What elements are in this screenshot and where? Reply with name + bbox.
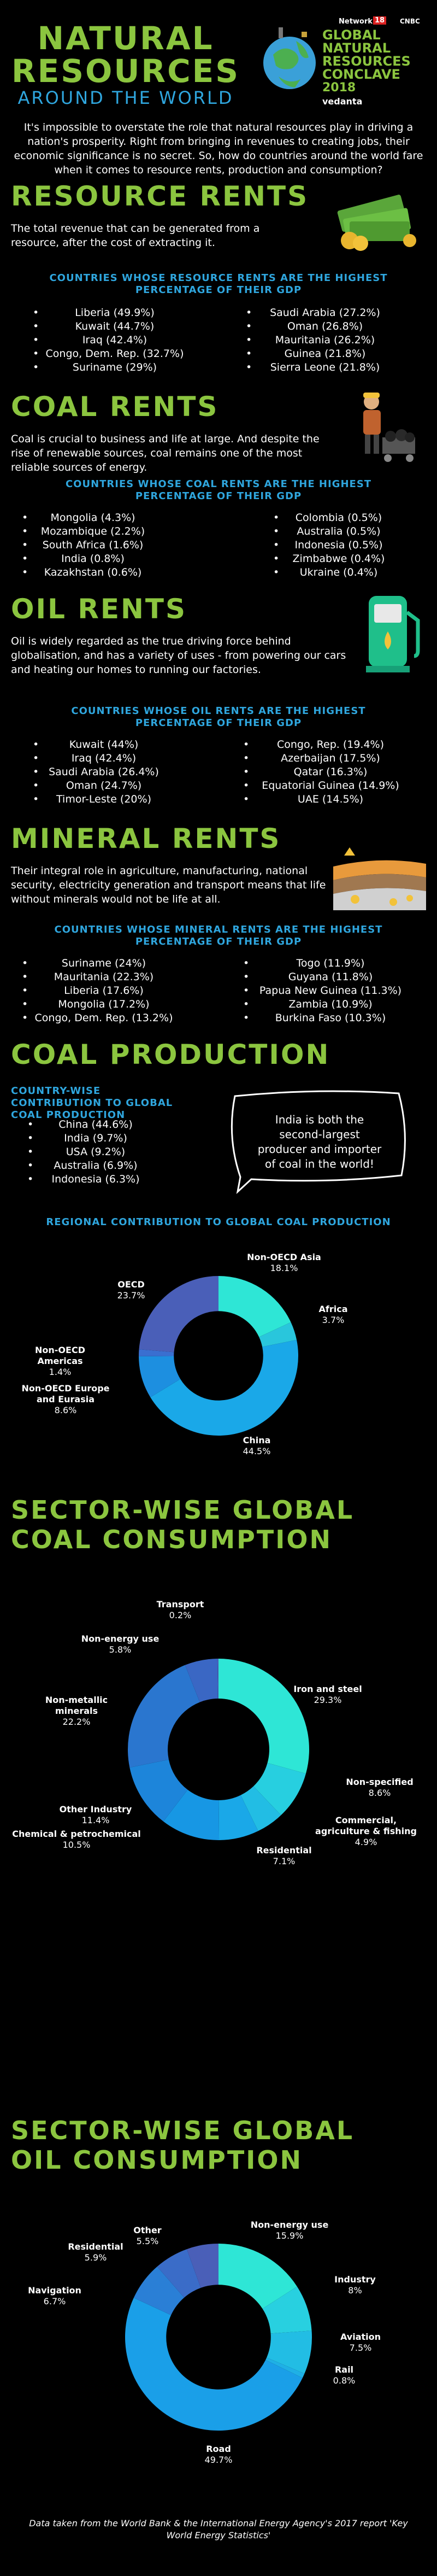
logo-line2: NATURAL [322,40,391,56]
list-item: • Guinea (21.8%) [246,347,404,361]
label-oil-industry: Industry 8% [334,2274,376,2296]
resource-rents-title: RESOURCE RENTS [11,180,309,212]
callout-text: India is both the second-largest producer and importer of coal in the world! [257,1113,382,1170]
intro-text: It's impossible to overstate the role that natural resources play in driving a nation's prosperity. Right from bringing in revenues to creating jobs, their economic significance is no secret. So, how do countries around the world fare when it comes to resource rents, production and consumption? [14,121,423,176]
list-item: • Indonesia (6.3%) [27,1173,164,1186]
list-item: • Congo, Dem. Rep. (13.2%) [22,1011,186,1025]
list-item: • Azerbaijan (17.5%) [243,752,418,765]
oil-rents-subhead: COUNTRIES WHOSE OIL RENTS ARE THE HIGHEST PERCENTAGE OF THEIR GDP [71,705,366,729]
fuel-pump-icon [366,590,426,678]
coal-production-subhead: COUNTRY-WISE CONTRIBUTION TO GLOBAL COAL PRODUCTION [11,1085,173,1121]
list-item: • Iraq (42.4%) [33,752,175,765]
donut-slice-iron-and-steel [218,1659,309,1773]
label-other-industry: Other Industry 11.4% [59,1804,132,1825]
oil-consumption-donut-chart [123,2241,314,2433]
title-line1: NATURAL [37,20,214,57]
list-item: • Togo (11.9%) [243,957,418,970]
title-line2: RESOURCES [11,52,240,90]
list-item: • India (0.8%) [22,552,164,566]
mineral-rents-right-list [243,957,418,1025]
network-label: Network [339,17,373,26]
list-item: • India (9.7%) [27,1132,164,1145]
coal-production-title: COAL PRODUCTION [11,1039,330,1070]
label-africa: Africa 3.7% [318,1304,348,1325]
label-oil-aviation: Aviation 7.5% [340,2332,381,2353]
list-item: • Colombia (0.5%) [273,511,404,525]
coal-rents-left-list [22,511,164,579]
list-item: • Congo, Rep. (19.4%) [243,738,418,752]
list-item: • Liberia (49.9%) [33,306,197,320]
list-item: • Mozambique (2.2%) [22,525,164,538]
list-item: • Sierra Leone (21.8%) [246,361,404,374]
label-chemical: Chemical & petrochemical 10.5% [12,1829,141,1850]
list-item: • Papua New Guinea (11.3%) [243,984,418,998]
logo-year: 2018 [322,81,356,95]
oil-rents-title: OIL RENTS [11,593,187,625]
coal-rents-title: COAL RENTS [11,391,219,423]
conclave-logo [262,16,426,109]
label-iron-steel: Iron and steel 29.3% [293,1684,362,1705]
oil-rents-text: Oil is widely regarded as the true driving force behind globalisation, and has a variety of uses - from powering our cars and heating our homes to running our factories. [11,635,346,676]
label-oecd: OECD 23.7% [117,1279,145,1301]
list-item: • Australia (6.9%) [27,1159,164,1173]
label-non-oecd-europe: Non-OECD Europe and Eurasia 8.6% [21,1383,110,1415]
resource-rents-left-list [33,306,197,374]
list-item: • Guyana (11.8%) [243,970,418,984]
label-oil-other: Other 5.5% [133,2225,162,2246]
list-item: • Suriname (29%) [33,361,197,374]
label-oil-road: Road 49.7% [204,2444,233,2465]
list-item: • Oman (26.8%) [246,320,404,333]
coal-rents-right-list [273,511,404,579]
logo-line4: CONCLAVE [322,67,400,82]
oil-consumption-title-1: SECTOR-WISE GLOBAL [11,2116,355,2145]
label-non-energy-use: Non-energy use 5.8% [81,1634,160,1655]
list-item: • Mauritania (26.2%) [246,333,404,347]
logo-line3: RESOURCES [322,54,411,69]
mineral-rents-subhead: COUNTRIES WHOSE MINERAL RENTS ARE THE HIGHEST PERCENTAGE OF THEIR GDP [54,924,383,947]
label-non-specified: Non-specified 8.6% [346,1777,414,1798]
network-number: 18 [373,16,386,25]
label-non-oecd-asia: Non-OECD Asia 18.1% [247,1252,321,1273]
mineral-rents-text: Their integral role in agriculture, manufacturing, national security, electricity generation and transport means that life without minerals would not be life at all. [11,865,326,905]
list-item: • Mongolia (17.2%) [22,998,186,1011]
sponsor-label: vedanta [322,96,363,107]
label-transport: Transport 0.2% [156,1599,204,1620]
list-item: • USA (9.2%) [27,1145,164,1159]
list-item: • Timor-Leste (20%) [33,793,175,806]
list-item: • Suriname (24%) [22,957,186,970]
list-item: • UAE (14.5%) [243,793,418,806]
list-item: • Iraq (42.4%) [33,333,197,347]
source-footer: Data taken from the World Bank & the International Energy Agency's 2017 report 'Key World Energy Statistics' [29,2518,408,2540]
list-item: • Equatorial Guinea (14.9%) [243,779,418,793]
label-residential: Residential 7.1% [256,1845,312,1866]
coal-rents-subhead: COUNTRIES WHOSE COAL RENTS ARE THE HIGHEST PERCENTAGE OF THEIR GDP [65,478,372,502]
label-oil-residential: Residential 5.9% [68,2241,123,2263]
donut-slice-non-metallic-minerals [128,1665,200,1767]
list-item: • Indonesia (0.5%) [273,538,404,552]
coal-rents-text: Coal is crucial to business and life at large. And despite the rise of renewable sources, coal remains one of the most reliable sources of energy. [11,433,320,473]
list-item: • Oman (24.7%) [33,779,175,793]
resource-rents-subhead: COUNTRIES WHOSE RESOURCE RENTS ARE THE HIGHEST PERCENTAGE OF THEIR GDP [49,272,388,296]
list-item: • Ukraine (0.4%) [273,566,404,579]
mineral-rents-left-list [22,957,186,1025]
resource-rents-right-list [246,306,404,374]
list-item: • Zambia (10.9%) [243,998,418,1011]
coal-consumption-title-1: SECTOR-WISE GLOBAL [11,1495,355,1525]
label-oil-rail: Rail 0.8% [333,2364,356,2386]
label-oil-non-energy: Non-energy use 15.9% [250,2220,329,2241]
list-item: • Kuwait (44%) [33,738,175,752]
list-item: • Qatar (16.3%) [243,765,418,779]
regional-donut-chart [137,1274,300,1438]
list-item: • Mauritania (22.3%) [22,970,186,984]
logo-line1: GLOBAL [322,27,381,43]
list-item: • Saudi Arabia (27.2%) [246,306,404,320]
cnbc-label: CNBC [400,17,420,25]
list-item: • Burkina Faso (10.3%) [243,1011,418,1025]
list-item: • Saudi Arabia (26.4%) [33,765,175,779]
coal-miner-icon [339,388,421,470]
label-china: China 44.5% [243,1435,271,1456]
list-item: • Kazakhstan (0.6%) [22,566,164,579]
mineral-rents-title: MINERAL RENTS [11,823,281,854]
list-item: • Mongolia (4.3%) [22,511,164,525]
label-oil-navigation: Navigation 6.7% [28,2285,81,2306]
list-item: • China (44.6%) [27,1118,164,1132]
list-item: • Zimbabwe (0.4%) [273,552,404,566]
subtitle: AROUND THE WORLD [17,87,234,108]
label-commercial: Commercial, agriculture & fishing 4.9% [315,1815,417,1847]
list-item: • Congo, Dem. Rep. (32.7%) [33,347,197,361]
regional-subhead: REGIONAL CONTRIBUTION TO GLOBAL COAL PRODUCTION [46,1216,391,1228]
list-item: • Australia (0.5%) [273,525,404,538]
coal-consumption-donut-chart [126,1656,311,1842]
label-non-oecd-americas: Non-OECD Americas 1.4% [35,1345,85,1377]
coal-production-list [27,1118,164,1186]
list-item: • Kuwait (44.7%) [33,320,197,333]
resource-rents-text: The total revenue that can be generated from a resource, after the cost of extracting it. [11,223,260,249]
label-non-metallic: Non-metallic minerals 22.2% [45,1695,108,1727]
oil-rents-left-list [33,738,175,806]
list-item: • South Africa (1.6%) [22,538,164,552]
money-stack-icon [328,180,426,251]
coal-consumption-title-2: COAL CONSUMPTION [11,1525,332,1554]
oil-consumption-title-2: OIL CONSUMPTION [11,2145,303,2175]
mineral-layers-icon [333,845,426,910]
list-item: • Liberia (17.6%) [22,984,186,998]
oil-rents-right-list [243,738,418,806]
